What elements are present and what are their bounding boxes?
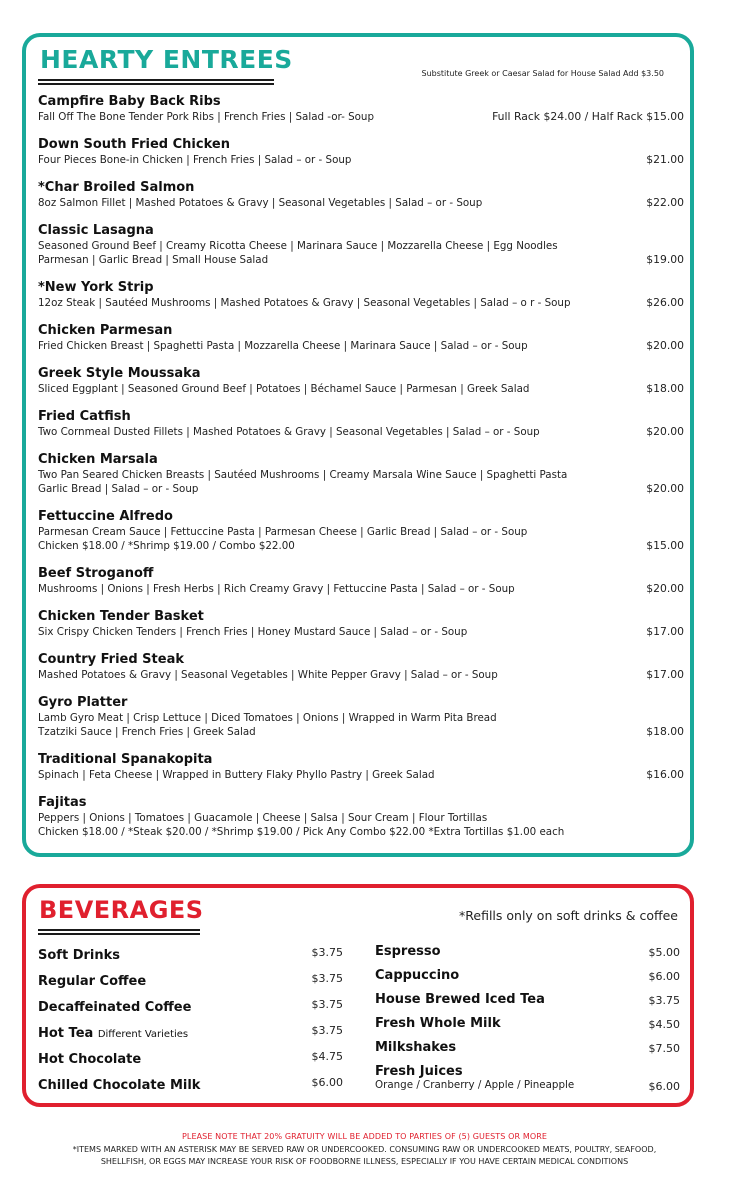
beverage-name-text: Decaffeinated Coffee [38,1000,192,1015]
entrees-panel [22,33,694,857]
beverage-item [38,1022,343,1044]
beverage-name [38,1078,200,1093]
entrees-title: HEARTY ENTREES [40,45,293,74]
menu-item-name: Chicken Parmesan [38,323,173,338]
menu-item-description: Parmesan Cream Sauce | Fettuccine Pasta | Parmesan Cheese | Garlic Bread | Salad – or - Soup [38,526,528,538]
menu-item [38,608,684,639]
menu-item-price: $15.00 [646,539,684,552]
menu-item-description: Chicken $18.00 / *Steak $20.00 / *Shrimp $19.00 / Pick Any Combo $22.00 *Extra Tortillas $1.00 each [38,826,565,838]
menu-item-description: Seasoned Ground Beef | Creamy Ricotta Cheese | Marinara Sauce | Mozzarella Cheese | Egg Noodles [38,240,558,252]
menu-item-price: $20.00 [646,582,684,595]
menu-item-name: Classic Lasagna [38,223,154,238]
menu-item-price: $17.00 [646,668,684,681]
beverage-name [38,1052,141,1067]
beverage-price: $3.75 [311,1024,343,1037]
menu-item [38,508,684,553]
menu-item-price: $20.00 [646,339,684,352]
menu-item [38,408,684,439]
substitute-note: Substitute Greek or Caesar Salad for House Salad Add $3.50 [421,69,664,78]
beverage-name-text: Hot Chocolate [38,1052,142,1067]
menu-item-name: Chicken Tender Basket [38,609,204,624]
beverage-name: Milkshakes [375,1040,457,1055]
menu-item-price: $26.00 [646,296,684,309]
beverage-price: $4.50 [648,1018,680,1031]
menu-item-name: Gyro Platter [38,695,128,710]
menu-item-name: Traditional Spanakopita [38,752,213,767]
beverage-item [38,970,343,992]
title-underline [38,79,274,81]
beverage-price: $3.75 [311,946,343,959]
beverage-item [38,944,343,966]
beverage-name: Fresh Whole Milk [375,1016,501,1031]
menu-item-price: $20.00 [646,425,684,438]
menu-item-price: $19.00 [646,253,684,266]
menu-item-description: Tzatziki Sauce | French Fries | Greek Salad [38,726,256,738]
title-underline [38,83,274,85]
menu-item-description: Two Cornmeal Dusted Fillets | Mashed Potatoes & Gravy | Seasonal Vegetables | Salad – or - Soup [38,426,540,438]
menu-item-description: Mashed Potatoes & Gravy | Seasonal Vegetables | White Pepper Gravy | Salad – or - Soup [38,669,498,681]
beverage-name [38,1026,188,1041]
menu-item-description: Peppers | Onions | Tomatoes | Guacamole | Cheese | Salsa | Sour Cream | Flour Tortillas [38,812,488,824]
beverage-name: Espresso [375,944,441,959]
beverage-item [375,1016,680,1038]
menu-item [38,565,684,596]
beverage-item [375,944,680,966]
beverage-name-text: Soft Drinks [38,948,120,963]
beverage-item [375,1040,680,1062]
beverage-name [38,948,120,963]
menu-item-price: $22.00 [646,196,684,209]
menu-item [38,651,684,682]
beverage-price: $5.00 [648,946,680,959]
menu-item-name: Campfire Baby Back Ribs [38,94,221,109]
beverage-item [375,968,680,990]
menu-item-description: 8oz Salmon Fillet | Mashed Potatoes & Gravy | Seasonal Vegetables | Salad – or - Soup [38,197,483,209]
beverage-item [38,1074,343,1096]
menu-item-price: $17.00 [646,625,684,638]
menu-item-description: Chicken $18.00 / *Shrimp $19.00 / Combo $22.00 [38,540,295,552]
menu-item [38,365,684,396]
beverage-name-text: Regular Coffee [38,974,147,989]
beverage-price: $6.00 [311,1076,343,1089]
beverage-name: Fresh Juices [375,1064,463,1079]
menu-item-name: Fettuccine Alfredo [38,509,173,524]
consumer-advisory [0,1144,729,1167]
menu-item-description: Fall Off The Bone Tender Pork Ribs | French Fries | Salad -or- Soup [38,111,374,123]
menu-item-description: Garlic Bread | Salad – or - Soup [38,483,199,495]
beverage-item [375,1064,680,1093]
menu-item-price: $16.00 [646,768,684,781]
beverage-description: Orange / Cranberry / Apple / Pineapple [375,1079,575,1091]
beverage-item [375,992,680,1014]
menu-item-name: Greek Style Moussaka [38,366,201,381]
menu-item [38,222,684,267]
menu-item [38,794,684,839]
refill-note: *Refills only on soft drinks & coffee [459,908,678,923]
menu-item-description: Two Pan Seared Chicken Breasts | Sautéed Mushrooms | Creamy Marsala Wine Sauce | Spaghetti Pasta [38,469,568,481]
menu-item-name: Fajitas [38,795,87,810]
menu-item-price: $20.00 [646,482,684,495]
consumer-advisory-line: *ITEMS MARKED WITH AN ASTERISK MAY BE SERVED RAW OR UNDERCOOKED. CONSUMING RAW OR UNDERCOOKED MEATS, POULTRY, SEAFOOD, [72,1145,657,1154]
title-underline [38,933,200,935]
menu-item-name: Chicken Marsala [38,452,158,467]
menu-item-description: Six Crispy Chicken Tenders | French Fries | Honey Mustard Sauce | Salad – or - Soup [38,626,468,638]
beverage-price: $4.75 [311,1050,343,1063]
menu-item-price: $21.00 [646,153,684,166]
menu-item-name: Country Fried Steak [38,652,184,667]
beverage-price: $6.00 [648,970,680,983]
menu-item [38,322,684,353]
consumer-advisory-line: SHELLFISH, OR EGGS MAY INCREASE YOUR RISK OF FOODBORNE ILLNESS, ESPECIALLY IF YOU HAVE CERTAIN MEDICAL CONDITIONS [100,1156,629,1166]
gratuity-notice: PLEASE NOTE THAT 20% GRATUITY WILL BE ADDED TO PARTIES OF (5) GUESTS OR MORE [181,1132,548,1141]
menu-item [38,93,684,124]
menu-item-description: Fried Chicken Breast | Spaghetti Pasta | Mozzarella Cheese | Marinara Sauce | Salad – or - Soup [38,340,528,352]
beverage-price: $3.75 [311,998,343,1011]
menu-item-description: 12oz Steak | Sautéed Mushrooms | Mashed Potatoes & Gravy | Seasonal Vegetables | Salad – o r - Soup [38,297,571,309]
beverages-panel [22,884,694,1107]
menu-item-description: Sliced Eggplant | Seasoned Ground Beef | Potatoes | Béchamel Sauce | Parmesan | Greek Salad [38,383,530,395]
beverage-item [38,1048,343,1070]
menu-item-name: *Char Broiled Salmon [38,180,195,195]
menu-item [38,279,684,310]
beverage-price: $6.00 [648,1080,680,1093]
title-underline [38,929,200,931]
beverage-price: $7.50 [648,1042,680,1055]
menu-item-name: Down South Fried Chicken [38,137,230,152]
beverage-name-text: Hot Tea [38,1026,94,1041]
menu-item-description: Four Pieces Bone-in Chicken | French Fries | Salad – or - Soup [38,154,352,166]
menu-item [38,179,684,210]
menu-item [38,136,684,167]
menu-item-price: $18.00 [646,382,684,395]
menu-item-price: $18.00 [646,725,684,738]
menu-item-description: Parmesan | Garlic Bread | Small House Salad [38,254,269,266]
menu-item-name: *New York Strip [38,280,154,295]
menu-item [38,451,684,496]
menu-item-name: Beef Stroganoff [38,566,154,581]
beverage-name-text: Chilled Chocolate Milk [38,1078,201,1093]
beverage-subtitle: Different Varieties [97,1029,189,1040]
beverage-name: Cappuccino [375,968,460,983]
beverage-name [38,1000,191,1015]
beverage-price: $3.75 [648,994,680,1007]
beverage-name: House Brewed Iced Tea [375,992,545,1007]
beverage-name [38,974,146,989]
menu-item-description: Spinach | Feta Cheese | Wrapped in Buttery Flaky Phyllo Pastry | Greek Salad [38,769,435,781]
menu-item-description: Lamb Gyro Meat | Crisp Lettuce | Diced Tomatoes | Onions | Wrapped in Warm Pita Bread [38,712,497,724]
menu-item [38,694,684,739]
beverage-item [38,996,343,1018]
beverage-price: $3.75 [311,972,343,985]
menu-item-name: Fried Catfish [38,409,131,424]
menu-item-price: Full Rack $24.00 / Half Rack $15.00 [492,110,684,123]
beverages-title: BEVERAGES [39,896,204,924]
menu-item-description: Mushrooms | Onions | Fresh Herbs | Rich Creamy Gravy | Fettuccine Pasta | Salad – or - Soup [38,583,515,595]
menu-item [38,751,684,782]
